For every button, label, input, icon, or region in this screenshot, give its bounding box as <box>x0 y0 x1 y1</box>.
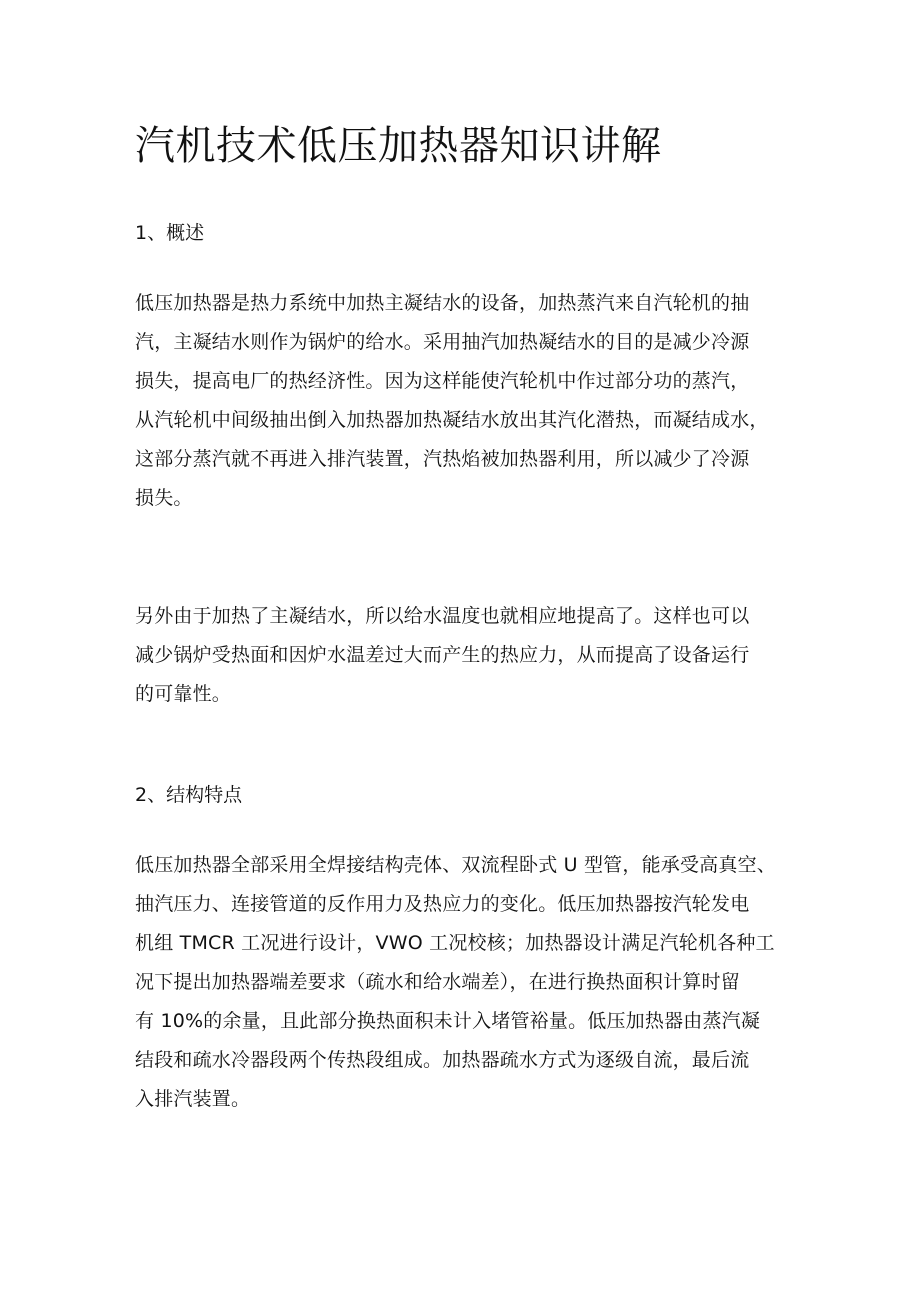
paragraph-line: 减少锅炉受热面和因炉水温差过大而产生的热应力，从而提高了设备运行 <box>135 644 750 666</box>
paragraph-line: 从汽轮机中间级抽出倒入加热器加热凝结水放出其汽化潜热，而凝结成水， <box>135 409 769 431</box>
paragraph-line: 结段和疏水冷器段两个传热段组成。加热器疏水方式为逐级自流，最后流 <box>135 1049 750 1071</box>
paragraph-line: 低压加热器全部采用全焊接结构壳体、双流程卧式 U 型管，能承受高真空、 <box>135 854 776 876</box>
section-heading-overview: 1、概述 <box>135 222 205 244</box>
overview-paragraph-2 <box>135 597 805 714</box>
section-heading-structure: 2、结构特点 <box>135 784 243 806</box>
structure-paragraph-1 <box>135 846 805 1119</box>
paragraph-line: 这部分蒸汽就不再进入排汽装置，汽热焰被加热器利用，所以减少了冷源 <box>135 448 750 470</box>
paragraph-line: 的可靠性。 <box>135 683 232 705</box>
paragraph-line: 另外由于加热了主凝结水，所以给水温度也就相应地提高了。这样也可以 <box>135 605 750 627</box>
paragraph-line: 抽汽压力、连接管道的反作用力及热应力的变化。低压加热器按汽轮发电 <box>135 893 750 915</box>
paragraph-line: 损失，提高电厂的热经济性。因为这样能使汽轮机中作过部分功的蒸汽， <box>135 370 750 392</box>
document-title: 汽机技术低压加热器知识讲解 <box>135 123 662 169</box>
paragraph-line: 有 10%的余量，且此部分换热面积未计入堵管裕量。低压加热器由蒸汽凝 <box>135 1010 761 1032</box>
paragraph-line: 况下提出加热器端差要求（疏水和给水端差），在进行换热面积计算时留 <box>135 971 740 993</box>
overview-paragraph-1 <box>135 284 805 518</box>
paragraph-line: 损失。 <box>135 487 193 509</box>
paragraph-line: 机组 TMCR 工况进行设计，VWO 工况校核；加热器设计满足汽轮机各种工 <box>135 932 775 954</box>
paragraph-line: 低压加热器是热力系统中加热主凝结水的设备，加热蒸汽来自汽轮机的抽 <box>135 292 750 314</box>
paragraph-line: 入排汽装置。 <box>135 1088 251 1110</box>
paragraph-line: 汽，主凝结水则作为锅炉的给水。采用抽汽加热凝结水的目的是减少冷源 <box>135 331 750 353</box>
